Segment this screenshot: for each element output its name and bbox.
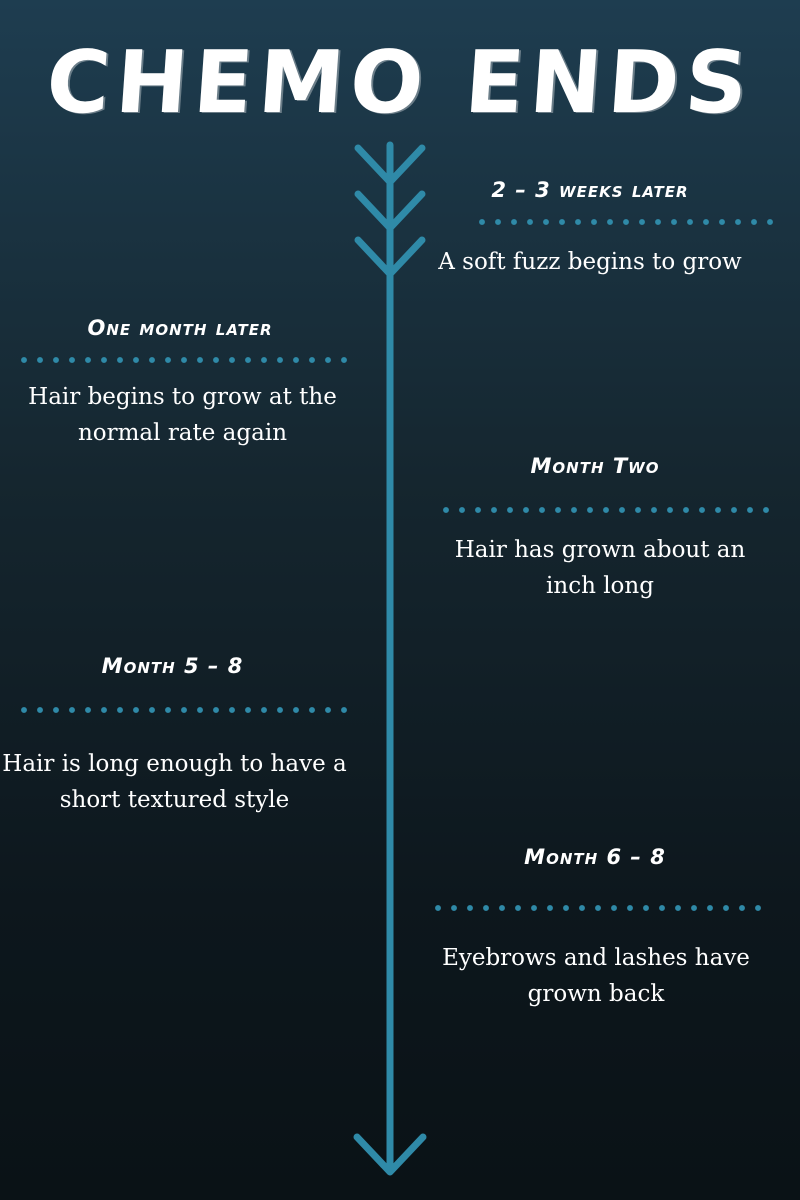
milestone-heading: 2 – 3 weeks later [491, 178, 689, 202]
milestone-heading: Month 5 – 8 [101, 654, 244, 678]
milestone-heading: Month Two [530, 454, 660, 478]
dotted-divider [16, 357, 348, 363]
milestone-heading: Month 6 – 8 [524, 845, 666, 869]
milestone-description: Hair has grown about an inch long [454, 537, 746, 599]
milestone-description: A soft fuzz begins to grow [438, 249, 742, 275]
dotted-divider [430, 905, 762, 911]
dotted-divider [474, 219, 778, 225]
milestone-description: Hair is long enough to have a short textured style [2, 751, 347, 813]
dotted-divider [16, 707, 348, 713]
dotted-divider [438, 507, 770, 513]
milestone-heading: One month later [87, 316, 273, 340]
milestone-description: Eyebrows and lashes have grown back [442, 945, 750, 1007]
page-title: CHEMO ENDS [43, 33, 757, 133]
milestone-description: Hair begins to grow at the normal rate again [28, 384, 337, 446]
